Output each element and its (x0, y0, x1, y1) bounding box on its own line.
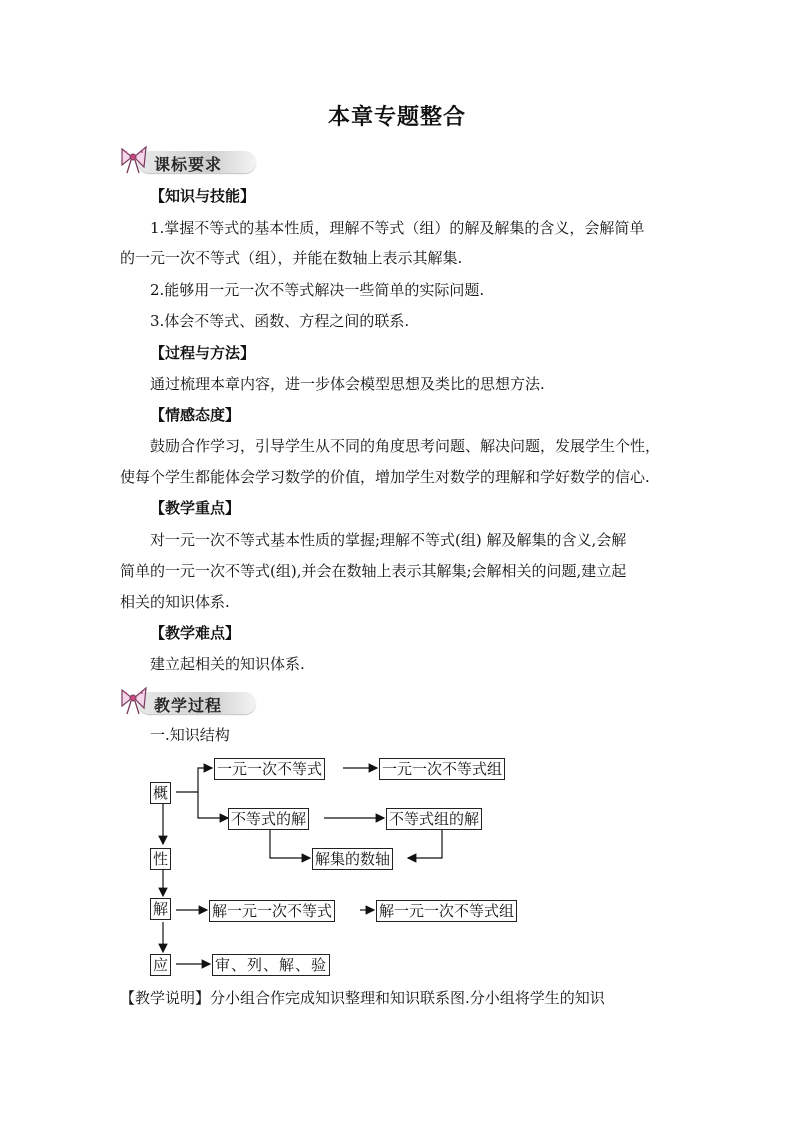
node-solve-inequality: 解一元一次不等式 (209, 900, 335, 922)
node-system-solution: 不等式组的解 (386, 808, 482, 830)
text-line: 鼓励合作学习，引导学生从不同的角度思考问题、解决问题，发展学生个性， (150, 437, 661, 455)
section-badge-process (118, 684, 248, 718)
text-line: 的一元一次不等式（组），并能在数轴上表示其解集. (120, 249, 463, 267)
heading-process: 【过程与方法】 (150, 344, 256, 362)
teaching-note: 【教学说明】分小组合作完成知识整理和知识联系图.分小组将学生的知识 (120, 989, 605, 1007)
text-line: 建立起相关的知识体系. (150, 655, 305, 673)
heading-structure: 一.知识结构 (150, 726, 230, 744)
node-solve-system: 解一元一次不等式组 (376, 900, 517, 922)
knowledge-structure-diagram (140, 752, 560, 982)
section-label: 教学过程 (154, 696, 223, 715)
text-line: 对一元一次不等式基本性质的掌握;理解不等式(组) 解及解集的含义,会解 (150, 531, 627, 549)
text-line: 1.掌握不等式的基本性质，理解不等式（组）的解及解集的含义，会解简单 (150, 219, 645, 237)
text-line: 2.能够用一元一次不等式解决一些简单的实际问题. (150, 281, 485, 299)
section-label: 课标要求 (154, 155, 223, 174)
text-line: 3.体会不等式、函数、方程之间的联系. (150, 312, 410, 330)
page-title: 本章专题整合 (327, 104, 466, 130)
text-line: 简单的一元一次不等式(组),并会在数轴上表示其解集;会解相关的问题,建立起 (120, 562, 627, 580)
heading-difficulty: 【教学难点】 (150, 624, 241, 642)
node-inequality-solution: 不等式的解 (228, 808, 309, 830)
heading-knowledge: 【知识与技能】 (150, 187, 256, 205)
node-inequality-system: 一元一次不等式组 (379, 758, 505, 780)
node-linear-inequality: 一元一次不等式 (214, 758, 325, 780)
heading-attitude: 【情感态度】 (150, 406, 241, 424)
text-line: 相关的知识体系. (120, 593, 230, 611)
section-badge-standards (118, 143, 248, 177)
heading-focus: 【教学重点】 (150, 499, 241, 517)
bow-icon (118, 143, 152, 177)
node-apply: 应 (150, 954, 171, 976)
text-line: 通过梳理本章内容，进一步体会模型思想及类比的思想方法. (150, 375, 545, 393)
node-concept: 概 (150, 782, 171, 804)
text-line: 使每个学生都能体会学习数学的价值，增加学生对数学的理解和学好数学的信心. (120, 468, 650, 486)
node-steps: 审、列、解、验 (212, 954, 330, 976)
bow-icon (118, 684, 152, 718)
node-solve: 解 (150, 898, 171, 920)
node-number-line: 解集的数轴 (312, 848, 393, 870)
node-property: 性 (150, 848, 171, 870)
